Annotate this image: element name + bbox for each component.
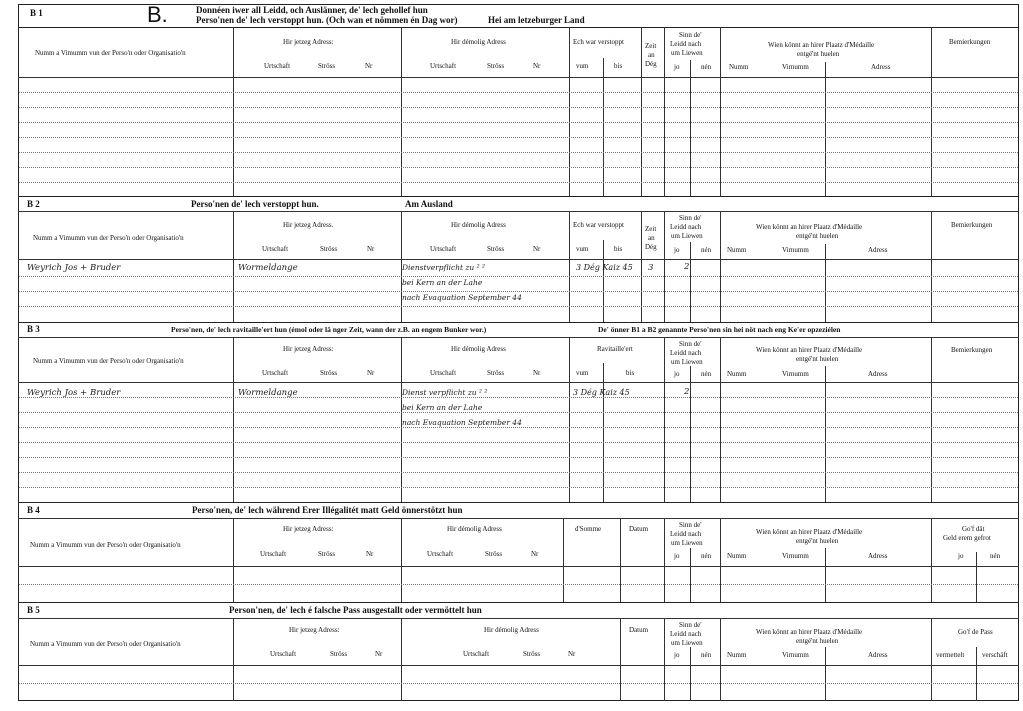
b4-col-street2: Ströss xyxy=(485,550,503,558)
b1-col-time2: an xyxy=(648,51,655,59)
b2-col-nr: Nr xyxy=(367,245,375,253)
b4-col-yes2: jo xyxy=(958,552,964,560)
b4-col-date: Datum xyxy=(629,525,649,533)
b2-col-former: Hir démolig Adress xyxy=(451,221,506,229)
b2-col-sinn3: um Liewen xyxy=(671,232,703,240)
b1-col-to: bis xyxy=(614,62,623,70)
b1-col-place: Urtschaft xyxy=(264,62,291,70)
b2-col-time3: Dég xyxy=(645,243,657,251)
b3-col-sinn1: Sinn de' xyxy=(679,340,702,348)
b5-col-medal1: Wien könnt an hirer Plaatz d'Médaille xyxy=(756,628,863,636)
b1-col-no: nén xyxy=(701,63,712,71)
b1-col-street: Ströss xyxy=(318,62,336,70)
b5-col-place2: Urtschaft xyxy=(463,650,490,658)
b2-col-name: Numm a Vimumm vun der Perso'n oder Organisatio'n xyxy=(33,234,184,242)
b4-col-mname: Numm xyxy=(727,552,747,560)
b4-col-money1: Go'f dät xyxy=(962,525,985,533)
b5-col-nr2: Nr xyxy=(568,650,576,658)
form-border xyxy=(18,4,1019,701)
b2-col-maddr: Adress xyxy=(868,246,888,254)
b3-col-street2: Ströss xyxy=(487,369,505,377)
b5-col-sinn1: Sinn de' xyxy=(679,621,702,629)
b3-col-medal1: Wien könnt an hirer Plaatz d'Médaille xyxy=(756,346,863,354)
b2-entry-days: 3 xyxy=(648,263,654,273)
b2-col-street: Ströss xyxy=(320,245,338,253)
b2-col-medal1: Wien könnt an hirer Plaatz d'Médaille xyxy=(756,223,863,231)
b1-col-medal2: entgé'nt huelen xyxy=(797,50,840,58)
b1-col-name: Numm a Vimumm vun der Perso'n oder Organisatio'n xyxy=(35,49,186,57)
b4-col-former: Hir démolig Adress xyxy=(447,525,502,533)
b3-col-current: Hir jetzeg Adress: xyxy=(283,345,334,353)
b1-col-time1: Zeit xyxy=(645,42,657,50)
b2-entry-name: Weyrich Jos + Bruder xyxy=(27,263,121,273)
b2-col-sinn2: Leidd nach xyxy=(670,223,702,231)
b3-entry-period: 3 Dég Kaiz 45 xyxy=(573,388,630,397)
b1-col-nr: Nr xyxy=(365,62,373,70)
section-b4-label: B 4 xyxy=(27,505,40,515)
b3-col-name: Numm a Vimumm vun der Perso'n oder Organisatio'n xyxy=(33,357,184,365)
section-b5-label: B 5 xyxy=(27,605,40,615)
b4-col-medal2: entgé'nt huelen xyxy=(796,537,839,545)
b2-entry-former1: Dienstverpflicht zu ² ² xyxy=(402,263,485,272)
b4-col-no2: nén xyxy=(990,552,1001,560)
b1-col-current: Hir jetzeg Adress: xyxy=(283,38,334,46)
b5-col-given: vermettelt xyxy=(936,651,965,659)
b2-col-from: vum xyxy=(576,245,589,253)
b1-col-hidden: Ech war verstoppt xyxy=(573,38,624,46)
section-b4-title: Perso'nen, de' lech während Erer Illégalitét matt Geld önnerstötzt hun xyxy=(192,505,463,515)
b5-col-sinn2: Leidd nach xyxy=(670,630,702,638)
b1-col-street2: Ströss xyxy=(487,62,505,70)
b4-col-sinn2: Leidd nach xyxy=(670,530,702,538)
b4-col-name: Numm a Vimumm vun der Perso'n oder Organisatio'n xyxy=(30,541,181,549)
b3-col-ravitailleert: Ravitaille'ert xyxy=(597,345,633,353)
b3-col-sinn3: um Liewen xyxy=(671,358,703,366)
section-b3-title2: De' önner B1 a B2 genannte Perso'nen sin hei nöt nach eng Ke'er opzeziélen xyxy=(598,325,841,334)
b2-col-mfirst: Virnumm xyxy=(782,246,809,254)
b5-col-no: nén xyxy=(701,651,712,659)
b3-entry-alive: 2 xyxy=(684,387,690,397)
b3-col-nr2: Nr xyxy=(533,369,541,377)
b5-col-pass: Go'f de Pass xyxy=(958,628,993,636)
b5-col-issued: verschäft xyxy=(982,651,1008,659)
b3-col-remarks: Bemierkungen xyxy=(951,346,993,354)
b4-col-sum: d'Somme xyxy=(575,525,602,533)
b3-col-nr: Nr xyxy=(367,369,375,377)
b2-col-place: Urtschaft xyxy=(262,245,289,253)
b1-col-time3: Dég xyxy=(645,60,657,68)
b2-col-yes: jo xyxy=(674,246,680,254)
b5-col-yes: jo xyxy=(674,651,680,659)
b3-col-no: nén xyxy=(701,370,712,378)
b5-col-mname: Numm xyxy=(727,651,747,659)
b2-col-hidden: Ech war verstoppt xyxy=(573,221,624,229)
b5-col-street2: Ströss xyxy=(523,650,541,658)
b5-col-name: Numm a Vimumm vun der Perso'n oder Organisatio'n xyxy=(30,640,181,648)
b2-col-current: Hir jetzeg Adress. xyxy=(283,221,334,229)
b3-col-sinn2: Leidd nach xyxy=(670,349,702,357)
b2-col-nr2: Nr xyxy=(533,245,541,253)
b4-col-money2: Geld erem gefrot xyxy=(943,534,991,542)
b2-col-medal2: entgé'nt huelen xyxy=(796,232,839,240)
b2-col-mname: Numm xyxy=(727,246,747,254)
b3-col-from: vum xyxy=(576,369,589,377)
b4-col-street: Ströss xyxy=(318,550,336,558)
header-line2b: Hei am letzeburger Land xyxy=(488,15,585,25)
b4-col-yes: jo xyxy=(674,552,680,560)
header-line1: Donnéen iwer all Leidd, och Auslänner, de' lech gehollef hun xyxy=(196,5,428,15)
b3-col-maddr: Adress xyxy=(868,370,888,378)
b3-col-to: bis xyxy=(626,369,635,377)
b2-entry-address: Wormeldange xyxy=(238,263,298,273)
b4-col-place2: Urtschaft xyxy=(427,550,454,558)
b1-col-mname: Numm xyxy=(729,63,749,71)
b3-col-place2: Urtschaft xyxy=(430,369,457,377)
b5-col-medal2: entgé'nt huelen xyxy=(796,637,839,645)
b1-col-sinn1: Sinn de' xyxy=(679,31,702,39)
b1-col-mfirst: Virnumm xyxy=(782,63,809,71)
b4-col-nr2: Nr xyxy=(531,550,539,558)
section-b3-label: B 3 xyxy=(27,324,40,334)
b3-entry-former3: nach Evaquation September 44 xyxy=(402,418,522,427)
b3-col-mfirst: Virnumm xyxy=(782,370,809,378)
b3-col-yes: jo xyxy=(674,370,680,378)
section-b5-title: Person'nen, de' lech é falsche Pass ausgestallt oder vermöttelt hun xyxy=(229,605,482,615)
b2-col-sinn1: Sinn de' xyxy=(679,214,702,222)
b4-col-medal1: Wien könnt an hirer Plaatz d'Médaille xyxy=(756,528,863,536)
b2-entry-period: 3 Dég Kaiz 45 xyxy=(576,263,633,272)
b1-col-remarks: Bemierkungen xyxy=(949,38,991,46)
b1-col-medal1: Wien könnt an hirer Plaatz d'Médaille xyxy=(768,41,875,49)
b3-col-medal2: entgé'nt huelen xyxy=(796,355,839,363)
b5-col-place: Urtschaft xyxy=(270,650,297,658)
b4-col-current: Hir jetzeg Adress: xyxy=(283,525,334,533)
form-letter: B. xyxy=(147,2,168,27)
b3-entry-name: Weyrich Jos + Bruder xyxy=(27,388,121,398)
b4-col-no: nén xyxy=(701,552,712,560)
b3-col-place: Urtschaft xyxy=(262,369,289,377)
b3-col-mname: Numm xyxy=(727,370,747,378)
b5-col-sinn3: um Liewen xyxy=(671,639,703,647)
b1-col-place2: Urtschaft xyxy=(430,62,457,70)
b1-col-maddr: Adress xyxy=(871,63,891,71)
b4-col-nr: Nr xyxy=(366,550,374,558)
b2-entry-alive: 2 xyxy=(684,262,690,272)
b3-col-street: Ströss xyxy=(320,369,338,377)
b3-entry-former1: Dienst verpflicht zu ² ² xyxy=(402,388,488,397)
b1-col-from: vum xyxy=(576,62,589,70)
b5-col-maddr: Adress xyxy=(868,651,888,659)
b3-col-former: Hir démolig Adress xyxy=(451,345,506,353)
b5-col-mfirst: Virnumm xyxy=(782,651,809,659)
b2-col-remarks: Bemierkungen xyxy=(951,221,993,229)
b2-entry-former2: bei Kern an der Lahe xyxy=(402,278,483,287)
b3-entry-address: Wormeldange xyxy=(238,388,298,398)
b1-col-sinn3: um Liewen xyxy=(671,49,703,57)
b5-col-former: Hir démolig Adress xyxy=(484,626,539,634)
b5-col-nr: Nr xyxy=(375,650,383,658)
section-b2-title2: Am Ausland xyxy=(405,199,453,209)
b3-entry-former2: bei Kern an der Lahe xyxy=(402,403,483,412)
b1-col-sinn2: Leidd nach xyxy=(670,40,702,48)
b5-col-current: Hir jetzeg Adress: xyxy=(289,626,340,634)
b1-col-yes: jo xyxy=(674,63,680,71)
b5-col-date: Datum xyxy=(629,626,649,634)
header-line2: Perso'nen de' lech verstoppt hun. (Och wan et nömmen én Dag wor) xyxy=(196,15,458,25)
b5-col-street: Ströss xyxy=(330,650,348,658)
b4-col-maddr: Adress xyxy=(868,552,888,560)
section-b3-title: Perso'nen, de' lech ravitaille'ert hun (émol oder lä nger Zeit, wann der z.B. an engem Bunker wor.) xyxy=(171,325,487,334)
b4-col-sinn1: Sinn de' xyxy=(679,521,702,529)
section-b2-title: Perso'nen de' lech verstoppt hun. xyxy=(191,199,319,209)
b2-entry-former3: nach Evaquation September 44 xyxy=(402,293,522,302)
b1-col-former: Hir démolig Adress xyxy=(451,38,506,46)
b1-col-nr2: Nr xyxy=(533,62,541,70)
b2-col-street2: Ströss xyxy=(487,245,505,253)
b4-col-place: Urtschaft xyxy=(260,550,287,558)
b2-col-place2: Urtschaft xyxy=(430,245,457,253)
section-b2-label: B 2 xyxy=(27,199,40,209)
b4-col-sinn3: um Liewen xyxy=(671,539,703,547)
section-b1-label: B 1 xyxy=(30,8,43,18)
b2-col-time1: Zeit xyxy=(645,225,657,233)
b2-col-no: nén xyxy=(701,246,712,254)
b2-col-to: bis xyxy=(614,245,623,253)
b2-col-time2: an xyxy=(648,234,655,242)
b4-col-mfirst: Virnumm xyxy=(782,552,809,560)
